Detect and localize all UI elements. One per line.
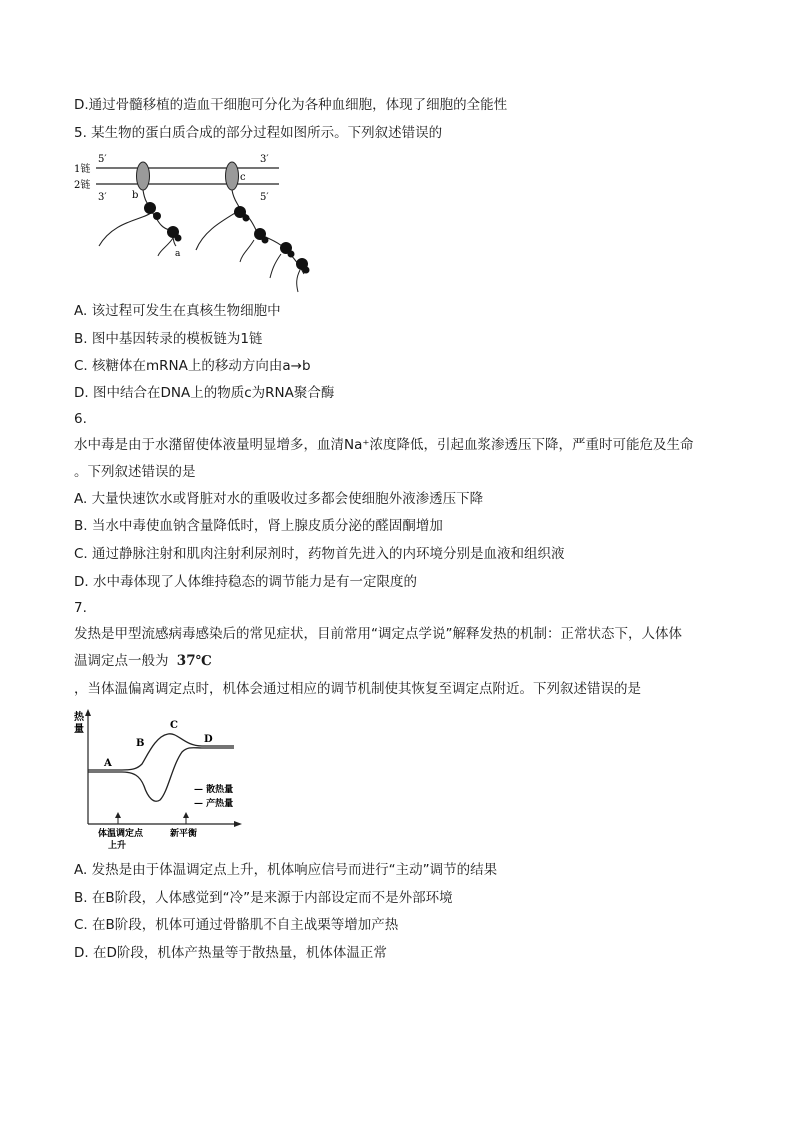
stage-d-label: D <box>204 734 213 745</box>
option-6b: B. 当水中毒使血钠含量降低时，肾上腺皮质分泌的醛固酮增加 <box>74 518 443 534</box>
chain-2-5prime: 5′ <box>260 192 269 203</box>
y-label-1: 热 <box>74 712 84 723</box>
question-6-stem-1: 水中毒是由于水潴留使体液量明显增多，血清Na⁺浓度降低，引起血浆渗透压下降，严重时可能危及生命 <box>74 437 694 453</box>
option-6d: D. 水中毒体现了人体维持稳态的调节能力是有一定限度的 <box>74 574 417 590</box>
enzyme-b <box>137 162 150 190</box>
chain-2-3prime: 3′ <box>98 192 107 203</box>
question-6-stem-2: 。下列叙述错误的是 <box>74 464 196 480</box>
label-c: c <box>240 172 246 183</box>
mrna-1 <box>99 190 152 246</box>
setpoint-temperature: 37℃ <box>176 653 212 669</box>
question-7-stem-2 <box>74 652 212 670</box>
option-7c: C. 在B阶段，机体可通过骨骼肌不自主战栗等增加产热 <box>74 917 399 933</box>
question-5-stem: 5. 某生物的蛋白质合成的部分过程如图所示。下列叙述错误的 <box>74 125 443 141</box>
question-7-stem-2a: 温调定点一般为 <box>74 653 169 669</box>
question-6-number: 6. <box>74 411 87 427</box>
x-axis-arrow <box>234 821 242 827</box>
stage-c-label: C <box>170 720 178 731</box>
legend-dissipation: — 散热量 <box>194 785 234 795</box>
option-5a: A. 该过程可发生在真核生物细胞中 <box>74 303 281 319</box>
chain-2-label: 2链 <box>74 180 91 191</box>
figure-5-transcription-translation <box>74 150 334 304</box>
y-label-2: 量 <box>74 724 84 735</box>
x-mark-setpoint-2: 上升 <box>108 841 127 851</box>
stage-a-label: A <box>104 758 112 769</box>
question-7-stem-1: 发热是甲型流感病毒感染后的常见症状，目前常用“调定点学说”解释发热的机制：正常状态下，人体体 <box>74 626 682 642</box>
option-5b: B. 图中基因转录的模板链为1链 <box>74 331 263 347</box>
option-6c: C. 通过静脉注射和肌肉注射利尿剂时，药物首先进入的内环境分别是血液和组织液 <box>74 546 565 562</box>
chain-1-3prime: 3′ <box>260 154 269 165</box>
enzyme-c <box>226 162 239 190</box>
ribosome-1 <box>144 202 156 214</box>
x-mark-setpoint-1: 体温调定点 <box>98 829 144 839</box>
option-7d: D. 在D阶段，机体产热量等于散热量，机体体温正常 <box>74 945 387 961</box>
y-axis-arrow <box>85 709 91 716</box>
question-7-stem-3: ，当体温偏离调定点时，机体会通过相应的调节机制使其恢复至调定点附近。下列叙述错误的是 <box>74 681 641 697</box>
option-7a: A. 发热是由于体温调定点上升，机体响应信号而进行“主动”调节的结果 <box>74 862 498 878</box>
label-a: a <box>175 249 181 259</box>
option-6a: A. 大量快速饮水或肾脏对水的重吸收过多都会使细胞外液渗透压下降 <box>74 491 484 507</box>
chain-1-label: 1链 <box>74 164 91 175</box>
mrna-2 <box>196 190 240 250</box>
figure-7-svg <box>72 706 252 852</box>
option-4d: D.通过骨髓移植的造血干细胞可分化为各种血细胞，体现了细胞的全能性 <box>74 97 508 113</box>
stage-b-label: B <box>136 738 145 749</box>
chain-1-5prime: 5′ <box>98 154 107 165</box>
x-mark-new-balance: 新平衡 <box>170 829 198 839</box>
option-7b: B. 在B阶段，人体感觉到“冷”是来源于内部设定而不是外部环境 <box>74 890 453 906</box>
figure-5-svg <box>74 150 334 300</box>
option-5d: D. 图中结合在DNA上的物质c为RNA聚合酶 <box>74 385 335 401</box>
option-5c: C. 核糖体在mRNA上的移动方向由a→b <box>74 358 311 374</box>
legend-production: — 产热量 <box>194 799 234 809</box>
label-b: b <box>132 190 139 201</box>
figure-7-heat-chart <box>72 706 252 856</box>
question-7-number: 7. <box>74 600 87 616</box>
